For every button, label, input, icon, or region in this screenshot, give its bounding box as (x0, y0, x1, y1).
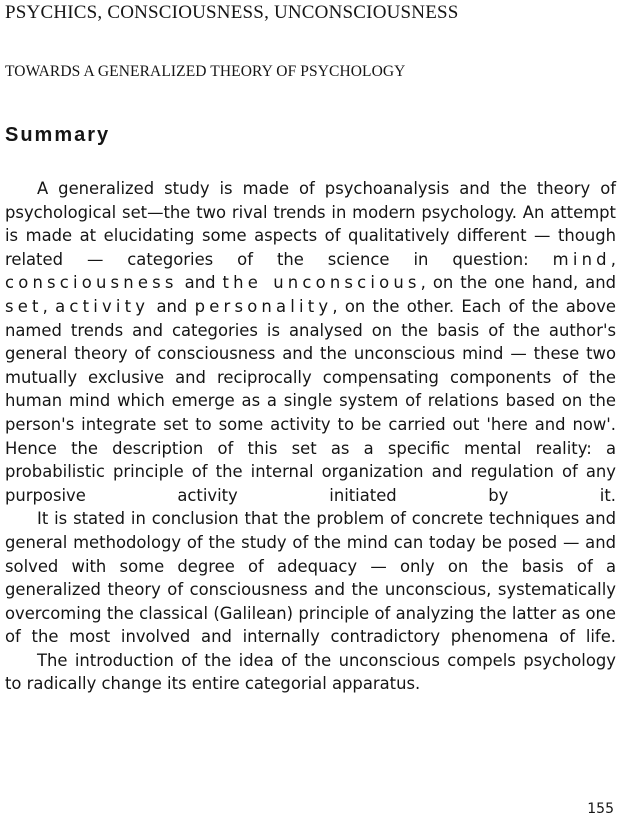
page-number: 155 (587, 801, 614, 817)
summary-paragraph-2: It is stated in conclusion that the problem of concrete techniques and general methodology of the study of the mind can today be posed — and solved with some degree of adequacy — only on the basis of a generalized theory of consciousness and the unconscious, systematically overcoming the classical (Galilean) principle of analyzing the latter as one of the most involved and internally contradictory phenomena of life. (5, 509, 616, 647)
term-activity: activity (55, 296, 150, 316)
summary-paragraph-3: The introduction of the idea of the unconscious compels psychology to radically change its entire categorial apparatus. (5, 650, 616, 694)
article-subtitle: TOWARDS A GENERALIZED THEORY OF PSYCHOLOGY (5, 63, 406, 80)
separator-4: and (149, 296, 195, 316)
paragraph-1-text-a: A generalized study is made of psychoanalysis and the theory of psychological set—the two rival trends in modern psychology. An attempt is made at elucidating some aspects of qualitatively different — though related — categories of the science in question: (5, 179, 616, 269)
separator-2: and (177, 273, 223, 293)
term-personality: personality (194, 296, 333, 316)
summary-paragraph-1 (5, 177, 616, 507)
term-set: set (5, 296, 43, 316)
term-unconscious: the unconscious (222, 273, 421, 293)
term-consciousness: consciousness (5, 273, 178, 293)
term-mind: mind (552, 249, 611, 269)
separator-1: , (610, 249, 616, 269)
section-heading: Summary (5, 124, 111, 146)
running-title: PSYCHICS, CONSCIOUSNESS, UNCONSCIOUSNESS (5, 2, 459, 23)
paragraph-1-text-b: , on the one hand, and (420, 273, 616, 293)
summary-body (5, 177, 616, 696)
separator-3: , (42, 296, 56, 316)
paragraph-1-text-c: , on the other. Each of the above named trends and categories is analysed on the basis of the author's general theory of consciousness and the unconscious mind — these two mutually exclusive and reciprocally compensating components of the human mind which emerge as a single system of relations based on the person's integrate set to some activity to be carried out 'here and now'. Hence the description of this set as a specific mental reality: a probabilistic principle of the internal organization and regulation of any purposive activity initiated by it. (5, 296, 617, 505)
